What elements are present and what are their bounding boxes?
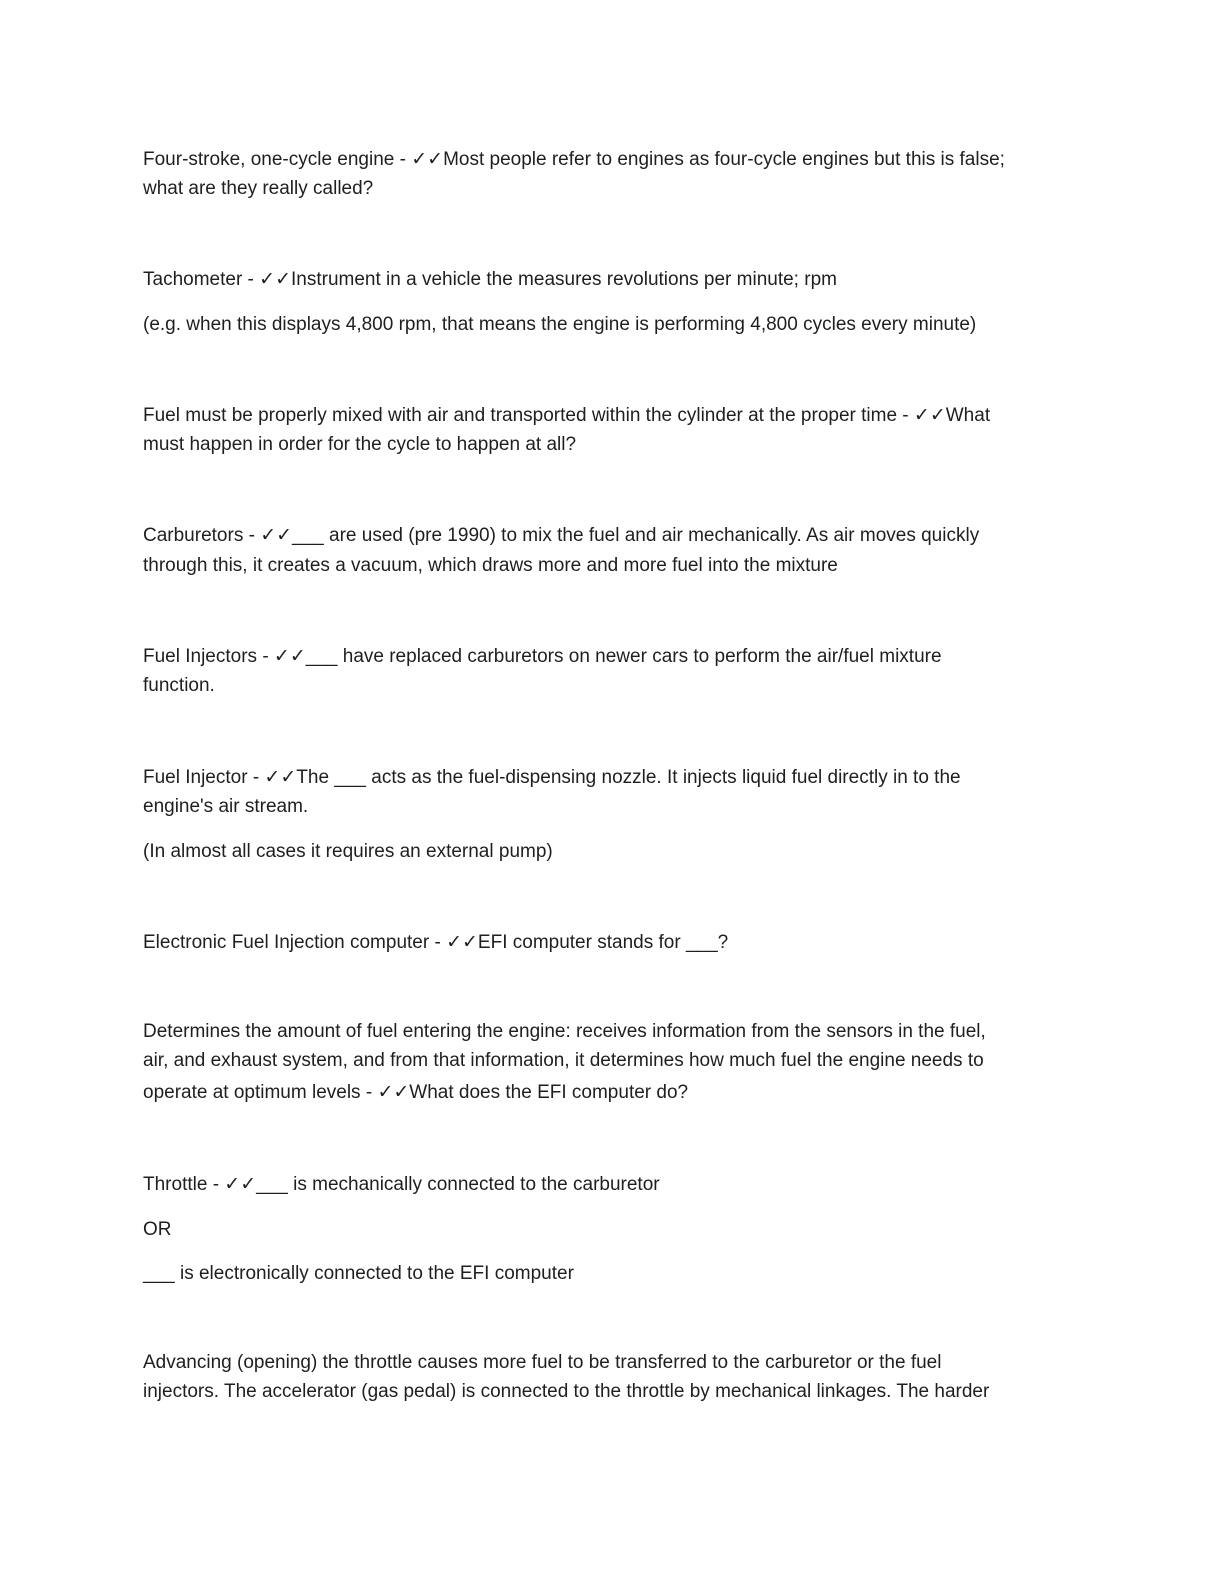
throttle-line-3: ___ is electronically connected to the EFI computer (143, 1263, 574, 1284)
efi-function-line-3: operate at optimum levels - ✓✓What does the EFI computer do? (143, 1082, 689, 1103)
carburetors-line-2: through this, it creates a vacuum, which draws more and more fuel into the mixture (143, 555, 838, 576)
fuel-injectors-line-1: Fuel Injectors - ✓✓___ have replaced carburetors on newer cars to perform the air/fuel mixture (143, 646, 942, 667)
fuel-mixing-line-1: Fuel must be properly mixed with air and transported within the cylinder at the proper time - ✓✓What (143, 405, 991, 426)
fuel-mixing-line-2: must happen in order for the cycle to happen at all? (143, 434, 577, 455)
four-stroke-line-2: what are they really called? (143, 178, 374, 199)
four-stroke-line-1: Four-stroke, one-cycle engine - ✓✓Most people refer to engines as four-cycle engines but this is false; (143, 149, 1005, 170)
fuel-injectors-line-2: function. (143, 675, 215, 696)
fuel-injector-line-3: (In almost all cases it requires an external pump) (143, 841, 553, 862)
tachometer-line-2: (e.g. when this displays 4,800 rpm, that means the engine is performing 4,800 cycles every minute) (143, 314, 977, 335)
efi-computer-line-1: Electronic Fuel Injection computer - ✓✓EFI computer stands for ___? (143, 932, 729, 953)
carburetors-line-1: Carburetors - ✓✓___ are used (pre 1990) to mix the fuel and air mechanically. As air moves quickly (143, 525, 980, 546)
efi-function-line-1: Determines the amount of fuel entering the engine: receives information from the sensors in the fuel, (143, 1021, 986, 1042)
tachometer-line-1: Tachometer - ✓✓Instrument in a vehicle the measures revolutions per minute; rpm (143, 269, 837, 290)
fuel-injector-line-1: Fuel Injector - ✓✓The ___ acts as the fuel-dispensing nozzle. It injects liquid fuel directly in to the (143, 767, 961, 788)
advancing-throttle-line-2: injectors. The accelerator (gas pedal) is connected to the throttle by mechanical linkages. The harder (143, 1381, 990, 1402)
advancing-throttle-line-1: Advancing (opening) the throttle causes more fuel to be transferred to the carburetor or the fuel (143, 1352, 942, 1373)
fuel-injector-line-2: engine's air stream. (143, 796, 309, 817)
throttle-line-2: OR (143, 1219, 172, 1240)
throttle-line-1: Throttle - ✓✓___ is mechanically connected to the carburetor (143, 1174, 660, 1195)
efi-function-line-2: air, and exhaust system, and from that information, it determines how much fuel the engine needs to (143, 1050, 984, 1071)
